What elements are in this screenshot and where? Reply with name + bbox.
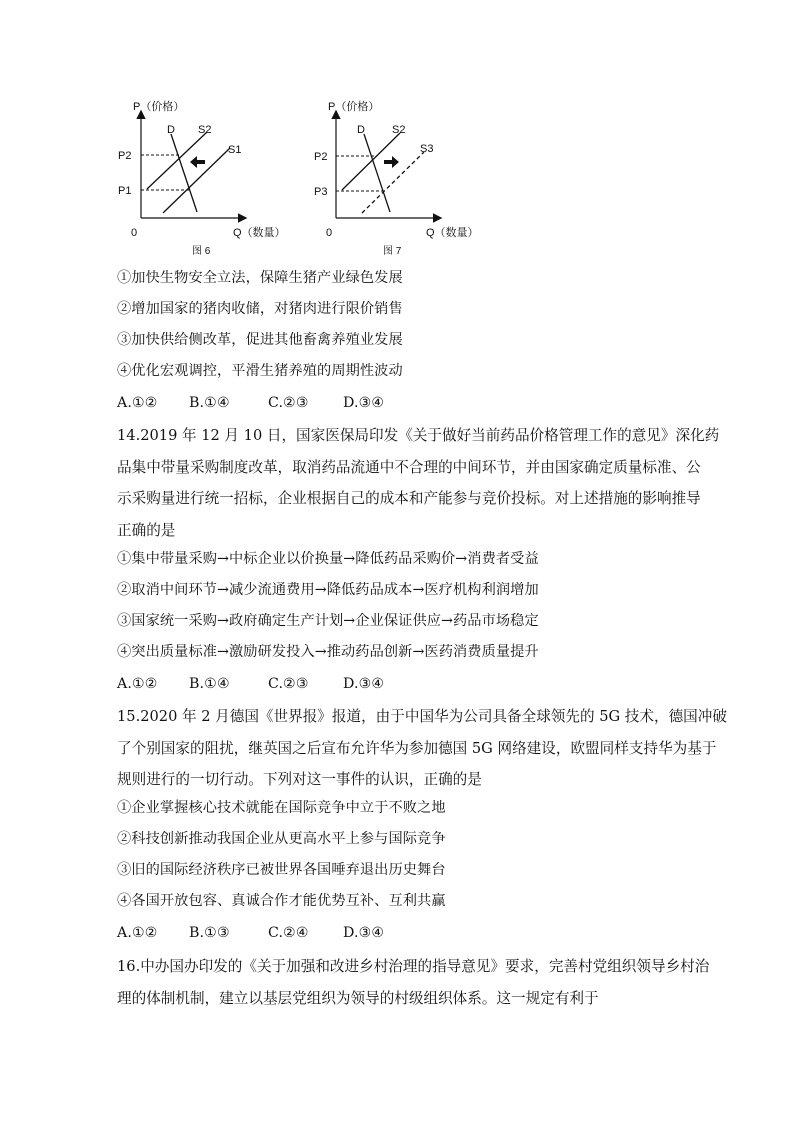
q13-option-2: ②增加国家的猪肉收储，对猪肉进行限价销售 (117, 301, 403, 317)
q13-option-4: ④优化宏观调控，平滑生猪养殖的周期性波动 (117, 363, 403, 379)
fig7-y-label: P（价格） (328, 101, 380, 113)
fig6-shift-arrow (190, 156, 205, 168)
q14-stem-line-1: 14.2019 年 12 月 10 日，国家医保局印发《关于做好当前药品价格管理工作的意见》深化药 (117, 427, 720, 444)
q16-stem (117, 951, 710, 1014)
q13-option-3: ③加快供给侧改革，促进其他畜禽养殖业发展 (117, 332, 403, 348)
fig6-caption: 图 6 (192, 246, 211, 257)
q15-stem-line-1: 15.2020 年 2 月德国《世界报》报道，由于中国华为公司具备全球领先的 5G 技术，德国冲破 (117, 708, 727, 725)
q15-stem (117, 701, 727, 796)
q13-choice-a[interactable]: A.①② (117, 395, 158, 411)
fig7-level-p3: P3 (314, 186, 328, 198)
fig6-level-p1: P1 (118, 185, 132, 197)
q13-choice-c[interactable]: C.②③ (268, 395, 309, 411)
q13-choices (117, 393, 384, 413)
q14-choice-b[interactable]: B.①④ (189, 676, 230, 692)
q14-stem-line-3: 示采购量进行统一招标，企业根据自己的成本和产能参与竞价投标。对上述措施的影响推导 (117, 490, 701, 507)
q15-choice-c[interactable]: C.②④ (268, 925, 309, 941)
q14-choice-c[interactable]: C.②③ (268, 676, 309, 692)
q14-choice-d[interactable]: D.③④ (343, 676, 385, 692)
figure-6-graph (105, 96, 305, 256)
q14-stem (117, 420, 720, 546)
q15-choice-d[interactable]: D.③④ (343, 925, 385, 941)
figure-7-graph (300, 96, 500, 256)
fig7-x-label: Q（数量） (426, 227, 479, 239)
q14-stem-line-4: 正确的是 (117, 521, 176, 539)
fig7-curve-d: D (357, 124, 365, 136)
q14-choices (117, 674, 384, 694)
fig7-shift-arrow (384, 156, 399, 168)
q15-option-2: ②科技创新推动我国企业从更高水平上参与国际竞争 (117, 831, 446, 847)
q15-choice-b[interactable]: B.①③ (189, 925, 230, 941)
q16-stem-line-2: 理的体制机制，建立以基层党组织为领导的村级组织体系。这一规定有利于 (117, 989, 599, 1007)
fig7-curve-s2: S2 (392, 124, 406, 136)
q14-choice-a[interactable]: A.①② (117, 676, 158, 692)
q13-choice-b[interactable]: B.①④ (189, 395, 230, 411)
q15-option-1: ①企业掌握核心技术就能在国际竞争中立于不败之地 (117, 800, 446, 816)
q15-stem-line-3: 规则进行的一切行动。下列对这一事件的认识，正确的是 (117, 771, 482, 788)
q15-choice-a[interactable]: A.①② (117, 925, 158, 941)
fig7-demand-curve (364, 134, 390, 212)
fig6-level-p2: P2 (118, 150, 132, 162)
q13-option-1: ①加快生物安全立法，保障生猪产业绿色发展 (117, 270, 403, 286)
fig7-curve-s3: S3 (420, 143, 434, 155)
fig6-curve-d: D (167, 124, 175, 136)
q14-option-1: ①集中带量采购→中标企业以价换量→降低药品采购价→消费者受益 (117, 551, 539, 567)
fig6-x-label: Q（数量） (233, 227, 286, 239)
q15-stem-line-2: 了个别国家的阻扰，继英国之后宣布允许华为参加德国 5G 网络建设，欧盟同样支持华为基于 (117, 739, 717, 757)
fig6-origin: 0 (131, 227, 138, 239)
q14-stem-line-2: 品集中带量采购制度改革，取消药品流通中不合理的中间环节，并由国家确定质量标准、公 (117, 458, 701, 476)
fig7-level-p2: P2 (314, 151, 328, 163)
q15-option-3: ③旧的国际经济秩序已被世界各国唾弃退出历史舞台 (117, 862, 446, 878)
fig6-curve-s2: S2 (198, 124, 212, 136)
figure-7 (300, 96, 500, 256)
fig6-curve-s1: S1 (228, 144, 242, 156)
q16-stem-line-1: 16.中办国办印发的《关于加强和改进乡村治理的指导意见》要求，完善村党组织领导乡村治 (117, 958, 710, 975)
fig6-y-label: P（价格） (133, 101, 185, 113)
q14-option-4: ④突出质量标准→激励研发投入→推动药品创新→医药消费质量提升 (117, 644, 539, 660)
q15-option-4: ④各国开放包容、真诚合作才能优势互补、互利共赢 (117, 893, 446, 909)
figure-6 (105, 96, 305, 256)
q14-option-3: ③国家统一采购→政府确定生产计划→企业保证供应→药品市场稳定 (117, 613, 539, 629)
q15-choices (117, 923, 384, 943)
fig7-origin: 0 (326, 227, 333, 239)
q14-option-2: ②取消中间环节→减少流通费用→降低药品成本→医疗机构利润增加 (117, 582, 539, 598)
fig7-caption: 图 7 (383, 246, 402, 257)
q13-choice-d[interactable]: D.③④ (343, 395, 385, 411)
